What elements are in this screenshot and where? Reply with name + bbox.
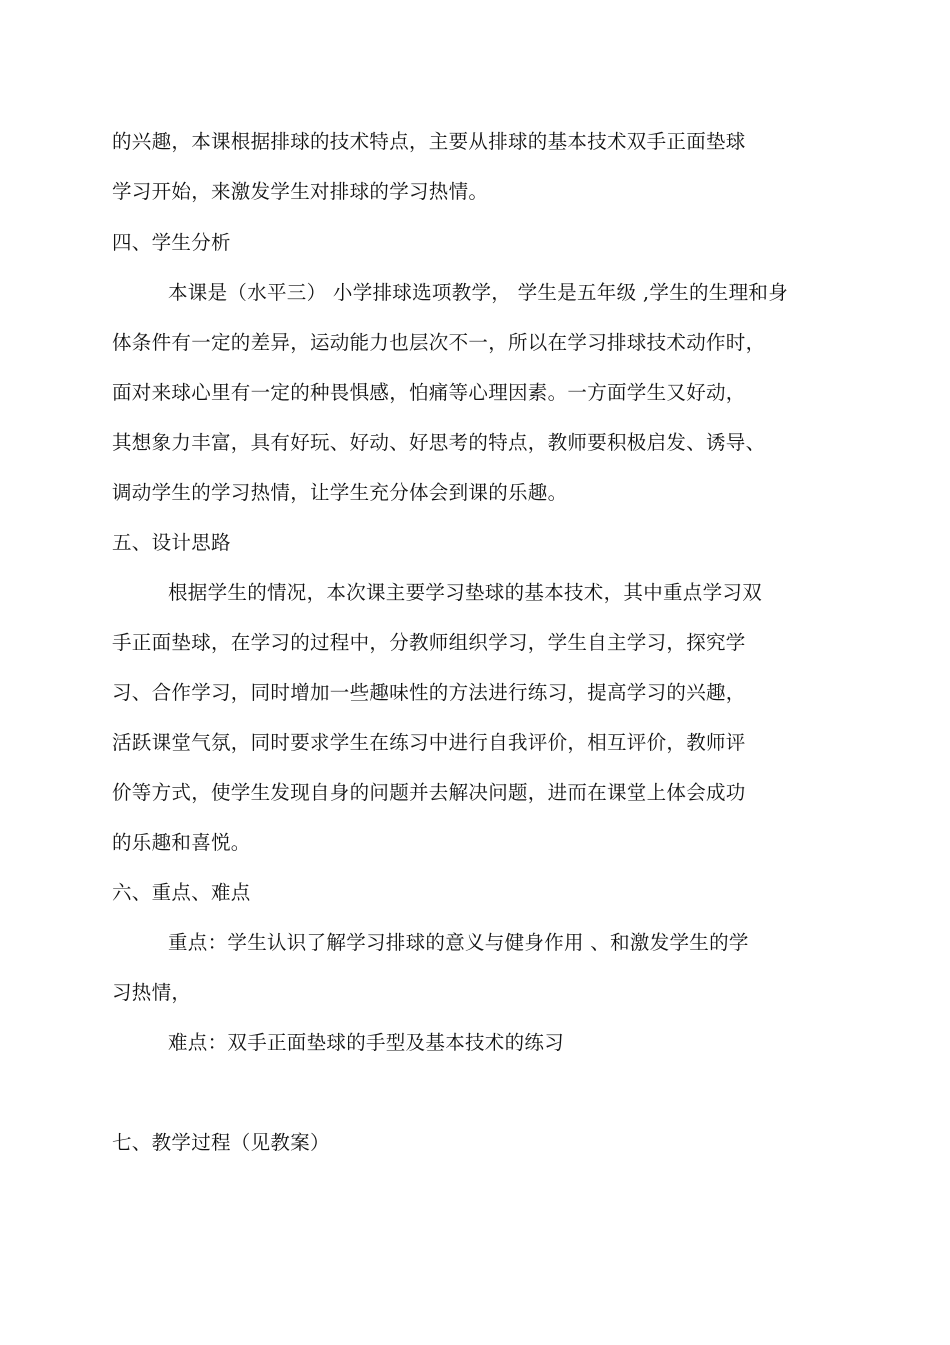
- section-heading-student-analysis: 四、学生分析: [112, 231, 231, 254]
- section-heading-teaching-process: 七、教学过程（见教案）: [112, 1131, 330, 1154]
- text-line: 手正面垫球，在学习的过程中，分教师组织学习，学生自主学习，探究学: [112, 631, 746, 654]
- text-line: 重点：学生认识了解学习排球的意义与健身作用 、和激发学生的学: [168, 931, 749, 954]
- text-line: 本课是（水平三） 小学排球选项教学， 学生是五年级 ,学生的生理和身: [168, 281, 788, 304]
- text-line: 活跃课堂气氛，同时要求学生在练习中进行自我评价，相互评价，教师评: [112, 731, 746, 754]
- text-line: 其想象力丰富，具有好玩、好动、好思考的特点，教师要积极启发、诱导、: [112, 431, 766, 454]
- text-line: 体条件有一定的差异，运动能力也层次不一，所以在学习排球技术动作时，: [112, 331, 766, 354]
- section-heading-key-points: 六、重点、难点: [112, 881, 251, 904]
- text-line: 习热情，: [112, 981, 192, 1004]
- text-line: 难点：双手正面垫球的手型及基本技术的练习: [168, 1031, 565, 1054]
- text-line: 调动学生的学习热情，让学生充分体会到课的乐趣。: [112, 481, 568, 504]
- text-line: 面对来球心里有一定的种畏惧感，怕痛等心理因素。一方面学生又好动，: [112, 381, 746, 404]
- text-line: 的乐趣和喜悦。: [112, 831, 251, 854]
- section-heading-design-ideas: 五、设计思路: [112, 531, 231, 554]
- text-line: 根据学生的情况，本次课主要学习垫球的基本技术，其中重点学习双: [168, 581, 763, 604]
- text-line: 的兴趣，本课根据排球的技术特点，主要从排球的基本技术双手正面垫球: [112, 130, 746, 153]
- text-line: 学习开始，来激发学生对排球的学习热情。: [112, 180, 489, 203]
- text-line: 价等方式，使学生发现自身的问题并去解决问题，进而在课堂上体会成功: [112, 781, 746, 804]
- text-line: 习、合作学习，同时增加一些趣味性的方法进行练习，提高学习的兴趣，: [112, 681, 746, 704]
